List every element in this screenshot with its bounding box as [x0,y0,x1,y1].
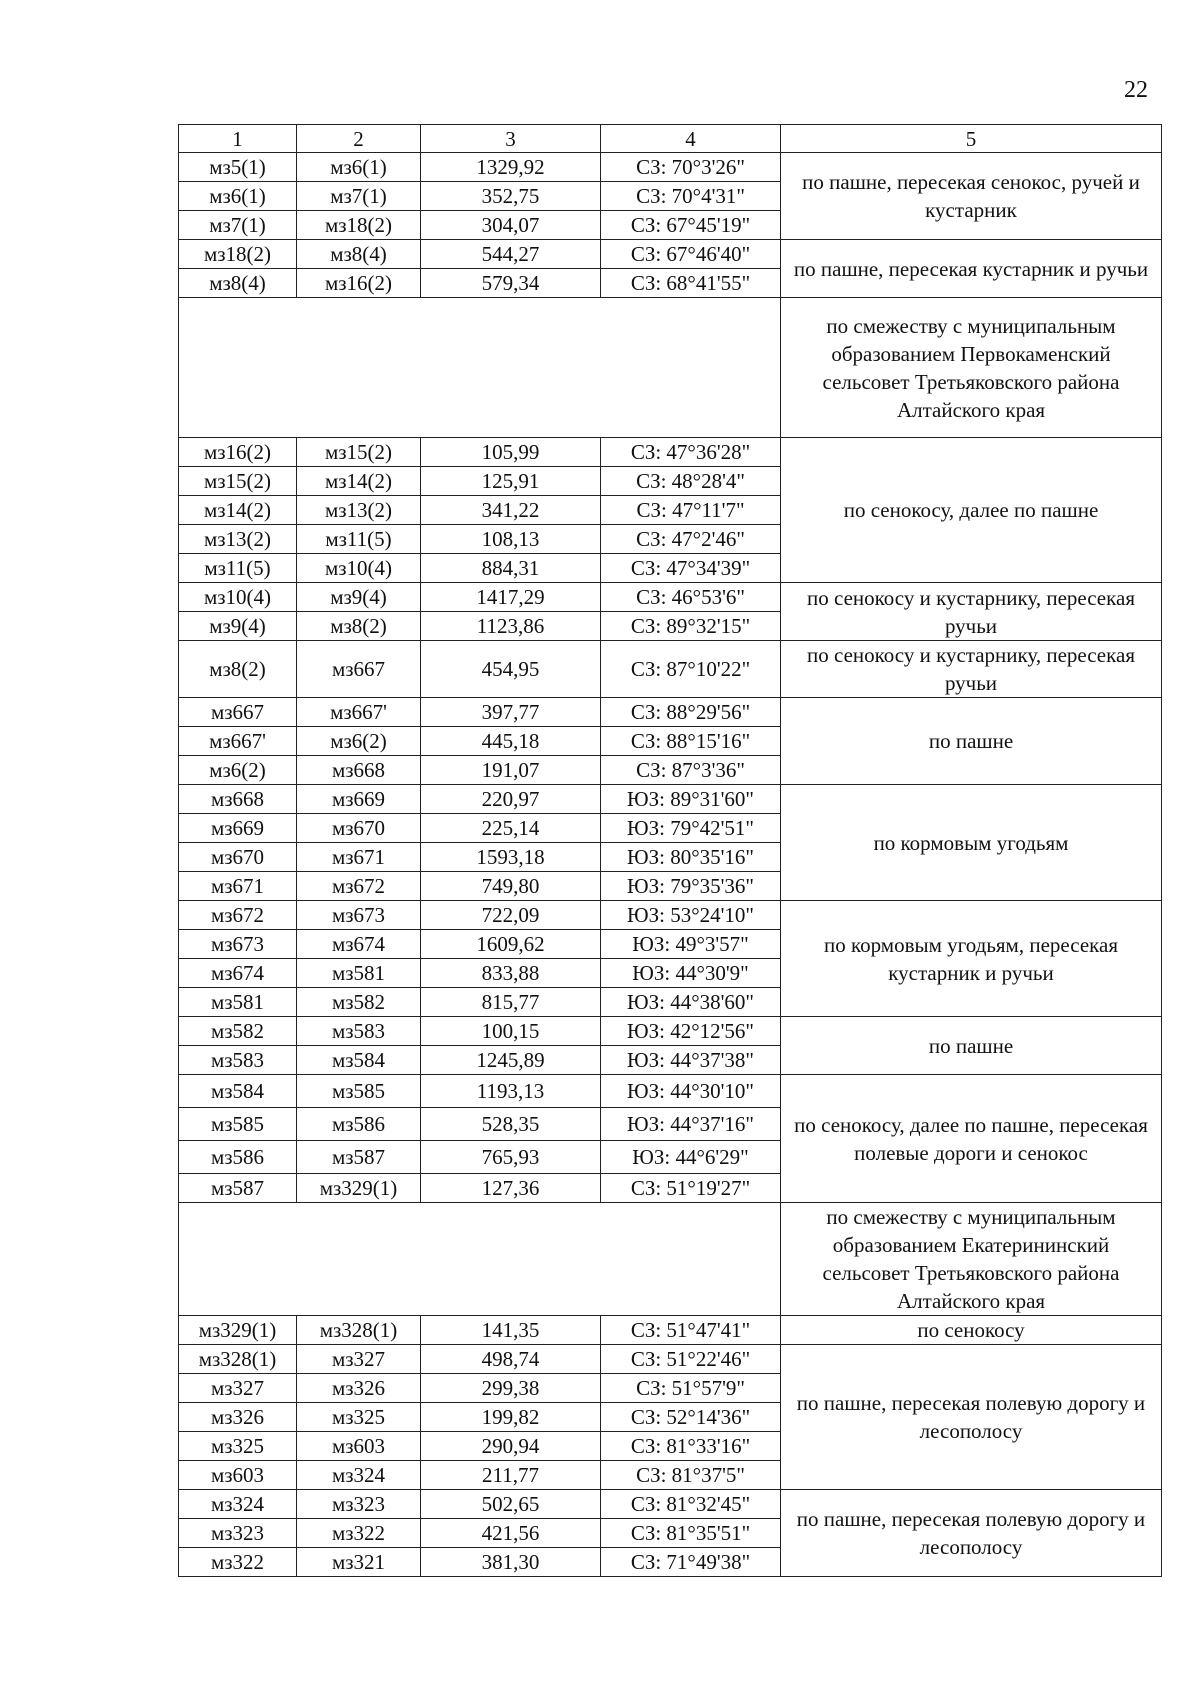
point-from-cell: мз8(2) [179,641,297,698]
table-row [179,298,1162,438]
table-row [179,1017,1162,1046]
bearing-cell: СЗ: 81°35'51" [601,1519,781,1548]
point-from-cell: мз323 [179,1519,297,1548]
point-to-cell: мз585 [297,1075,421,1108]
point-from-cell: мз670 [179,843,297,872]
length-cell: 127,36 [421,1174,601,1203]
length-cell: 1329,92 [421,153,601,182]
point-from-cell: мз13(2) [179,525,297,554]
point-from-cell: мз14(2) [179,496,297,525]
bearing-cell: СЗ: 51°19'27" [601,1174,781,1203]
description-cell: по сенокосу [781,1316,1162,1345]
length-cell: 749,80 [421,872,601,901]
boundary-table [178,124,1162,1577]
page-number: 22 [1124,77,1148,103]
point-to-cell: мз13(2) [297,496,421,525]
length-cell: 1193,13 [421,1075,601,1108]
point-to-cell: мз6(1) [297,153,421,182]
point-to-cell: мз324 [297,1461,421,1490]
length-cell: 100,15 [421,1017,601,1046]
point-to-cell: мз587 [297,1141,421,1174]
point-from-cell: мз7(1) [179,211,297,240]
point-to-cell: мз14(2) [297,467,421,496]
length-cell: 498,74 [421,1345,601,1374]
length-cell: 191,07 [421,756,601,785]
point-from-cell: мз322 [179,1548,297,1577]
point-from-cell: мз667 [179,698,297,727]
point-from-cell: мз325 [179,1432,297,1461]
table-row [179,785,1162,814]
description-cell: по сенокосу и кустарнику, пересекая ручьи [781,583,1162,641]
table-row [179,698,1162,727]
bearing-cell: СЗ: 47°34'39" [601,554,781,583]
empty-cell [179,298,781,438]
bearing-cell: СЗ: 46°53'6" [601,583,781,612]
bearing-cell: СЗ: 81°33'16" [601,1432,781,1461]
adjacency-note-cell: по смежеству с муниципальным образованием Екатерининский сельсовет Третьяковского района Алтайского края [781,1203,1162,1316]
column-header-5: 5 [781,125,1162,153]
length-cell: 528,35 [421,1108,601,1141]
table-header-row [179,125,1162,153]
point-from-cell: мз669 [179,814,297,843]
length-cell: 105,99 [421,438,601,467]
point-to-cell: мз16(2) [297,269,421,298]
bearing-cell: ЮЗ: 44°6'29" [601,1141,781,1174]
bearing-cell: СЗ: 81°37'5" [601,1461,781,1490]
length-cell: 502,65 [421,1490,601,1519]
point-from-cell: мз671 [179,872,297,901]
point-to-cell: мз327 [297,1345,421,1374]
bearing-cell: ЮЗ: 79°42'51" [601,814,781,843]
description-cell: по пашне, пересекая кустарник и ручьи [781,240,1162,298]
point-to-cell: мз667' [297,698,421,727]
length-cell: 544,27 [421,240,601,269]
length-cell: 108,13 [421,525,601,554]
point-from-cell: мз8(4) [179,269,297,298]
bearing-cell: СЗ: 88°15'16" [601,727,781,756]
length-cell: 225,14 [421,814,601,843]
point-from-cell: мз18(2) [179,240,297,269]
point-to-cell: мз15(2) [297,438,421,467]
bearing-cell: СЗ: 67°46'40" [601,240,781,269]
length-cell: 884,31 [421,554,601,583]
bearing-cell: ЮЗ: 49°3'57" [601,930,781,959]
bearing-cell: ЮЗ: 44°30'9" [601,959,781,988]
description-cell: по пашне, пересекая сенокос, ручей и кустарник [781,153,1162,240]
point-to-cell: мз321 [297,1548,421,1577]
point-to-cell: мз326 [297,1374,421,1403]
length-cell: 381,30 [421,1548,601,1577]
column-header-1: 1 [179,125,297,153]
table-row [179,583,1162,612]
bearing-cell: СЗ: 51°47'41" [601,1316,781,1345]
length-cell: 125,91 [421,467,601,496]
bearing-cell: ЮЗ: 53°24'10" [601,901,781,930]
point-from-cell: мз328(1) [179,1345,297,1374]
length-cell: 397,77 [421,698,601,727]
point-to-cell: мз18(2) [297,211,421,240]
point-to-cell: мз11(5) [297,525,421,554]
point-from-cell: мз674 [179,959,297,988]
point-from-cell: мз11(5) [179,554,297,583]
bearing-cell: СЗ: 87°3'36" [601,756,781,785]
point-to-cell: мз670 [297,814,421,843]
bearing-cell: СЗ: 51°22'46" [601,1345,781,1374]
empty-cell [179,1203,781,1316]
point-to-cell: мз603 [297,1432,421,1461]
table-row [179,1490,1162,1519]
bearing-cell: СЗ: 67°45'19" [601,211,781,240]
point-from-cell: мз16(2) [179,438,297,467]
point-from-cell: мз6(1) [179,182,297,211]
bearing-cell: ЮЗ: 89°31'60" [601,785,781,814]
column-header-4: 4 [601,125,781,153]
table-row [179,901,1162,930]
bearing-cell: ЮЗ: 79°35'36" [601,872,781,901]
point-to-cell: мз671 [297,843,421,872]
bearing-cell: СЗ: 47°2'46" [601,525,781,554]
point-from-cell: мз583 [179,1046,297,1075]
point-to-cell: мз582 [297,988,421,1017]
bearing-cell: ЮЗ: 44°38'60" [601,988,781,1017]
length-cell: 421,56 [421,1519,601,1548]
bearing-cell: СЗ: 48°28'4" [601,467,781,496]
length-cell: 141,35 [421,1316,601,1345]
point-to-cell: мз322 [297,1519,421,1548]
point-from-cell: мз329(1) [179,1316,297,1345]
length-cell: 1593,18 [421,843,601,872]
bearing-cell: ЮЗ: 44°37'16" [601,1108,781,1141]
bearing-cell: ЮЗ: 44°30'10" [601,1075,781,1108]
length-cell: 1417,29 [421,583,601,612]
table-row [179,1075,1162,1108]
description-cell: по кормовым угодьям, пересекая кустарник и ручьи [781,901,1162,1017]
bearing-cell: СЗ: 71°49'38" [601,1548,781,1577]
point-to-cell: мз667 [297,641,421,698]
column-header-3: 3 [421,125,601,153]
point-to-cell: мз10(4) [297,554,421,583]
length-cell: 1609,62 [421,930,601,959]
table-row [179,641,1162,698]
column-header-2: 2 [297,125,421,153]
table-row [179,153,1162,182]
adjacency-note-cell: по смежеству с муниципальным образованием Первокаменский сельсовет Третьяковского района Алтайского края [781,298,1162,438]
point-to-cell: мз673 [297,901,421,930]
point-to-cell: мз584 [297,1046,421,1075]
description-cell: по сенокосу, далее по пашне [781,438,1162,583]
point-from-cell: мз5(1) [179,153,297,182]
length-cell: 352,75 [421,182,601,211]
length-cell: 765,93 [421,1141,601,1174]
length-cell: 211,77 [421,1461,601,1490]
point-to-cell: мз674 [297,930,421,959]
point-from-cell: мз667' [179,727,297,756]
description-cell: по пашне [781,698,1162,785]
point-to-cell: мз323 [297,1490,421,1519]
bearing-cell: ЮЗ: 80°35'16" [601,843,781,872]
point-to-cell: мз9(4) [297,583,421,612]
length-cell: 815,77 [421,988,601,1017]
bearing-cell: СЗ: 70°3'26" [601,153,781,182]
point-to-cell: мз586 [297,1108,421,1141]
length-cell: 299,38 [421,1374,601,1403]
description-cell: по пашне, пересекая полевую дорогу и лесополосу [781,1345,1162,1490]
point-to-cell: мз328(1) [297,1316,421,1345]
point-from-cell: мз584 [179,1075,297,1108]
bearing-cell: СЗ: 52°14'36" [601,1403,781,1432]
point-to-cell: мз669 [297,785,421,814]
point-from-cell: мз326 [179,1403,297,1432]
point-from-cell: мз673 [179,930,297,959]
point-to-cell: мз6(2) [297,727,421,756]
length-cell: 722,09 [421,901,601,930]
length-cell: 579,34 [421,269,601,298]
description-cell: по пашне, пересекая полевую дорогу и лесополосу [781,1490,1162,1577]
bearing-cell: ЮЗ: 42°12'56" [601,1017,781,1046]
point-from-cell: мз10(4) [179,583,297,612]
bearing-cell: СЗ: 87°10'22" [601,641,781,698]
table-row [179,1345,1162,1374]
length-cell: 341,22 [421,496,601,525]
length-cell: 290,94 [421,1432,601,1461]
point-to-cell: мз329(1) [297,1174,421,1203]
point-from-cell: мз586 [179,1141,297,1174]
point-from-cell: мз327 [179,1374,297,1403]
length-cell: 454,95 [421,641,601,698]
point-to-cell: мз325 [297,1403,421,1432]
table-row [179,240,1162,269]
bearing-cell: СЗ: 68°41'55" [601,269,781,298]
point-from-cell: мз15(2) [179,467,297,496]
point-to-cell: мз8(4) [297,240,421,269]
point-from-cell: мз585 [179,1108,297,1141]
point-to-cell: мз8(2) [297,612,421,641]
table-body [179,153,1162,1577]
length-cell: 445,18 [421,727,601,756]
bearing-cell: ЮЗ: 44°37'38" [601,1046,781,1075]
point-from-cell: мз603 [179,1461,297,1490]
description-cell: по сенокосу, далее по пашне, пересекая полевые дороги и сенокос [781,1075,1162,1203]
length-cell: 304,07 [421,211,601,240]
point-from-cell: мз581 [179,988,297,1017]
length-cell: 833,88 [421,959,601,988]
point-from-cell: мз9(4) [179,612,297,641]
point-from-cell: мз668 [179,785,297,814]
description-cell: по кормовым угодьям [781,785,1162,901]
bearing-cell: СЗ: 47°36'28" [601,438,781,467]
point-from-cell: мз582 [179,1017,297,1046]
point-to-cell: мз581 [297,959,421,988]
table-row [179,1203,1162,1316]
table-row [179,438,1162,467]
bearing-cell: СЗ: 81°32'45" [601,1490,781,1519]
point-from-cell: мз324 [179,1490,297,1519]
description-cell: по сенокосу и кустарнику, пересекая ручьи [781,641,1162,698]
point-from-cell: мз587 [179,1174,297,1203]
bearing-cell: СЗ: 88°29'56" [601,698,781,727]
table-row [179,1316,1162,1345]
bearing-cell: СЗ: 51°57'9" [601,1374,781,1403]
length-cell: 1123,86 [421,612,601,641]
point-from-cell: мз672 [179,901,297,930]
point-to-cell: мз672 [297,872,421,901]
length-cell: 1245,89 [421,1046,601,1075]
bearing-cell: СЗ: 70°4'31" [601,182,781,211]
length-cell: 220,97 [421,785,601,814]
point-to-cell: мз583 [297,1017,421,1046]
bearing-cell: СЗ: 47°11'7" [601,496,781,525]
point-to-cell: мз668 [297,756,421,785]
point-to-cell: мз7(1) [297,182,421,211]
description-cell: по пашне [781,1017,1162,1075]
bearing-cell: СЗ: 89°32'15" [601,612,781,641]
point-from-cell: мз6(2) [179,756,297,785]
length-cell: 199,82 [421,1403,601,1432]
